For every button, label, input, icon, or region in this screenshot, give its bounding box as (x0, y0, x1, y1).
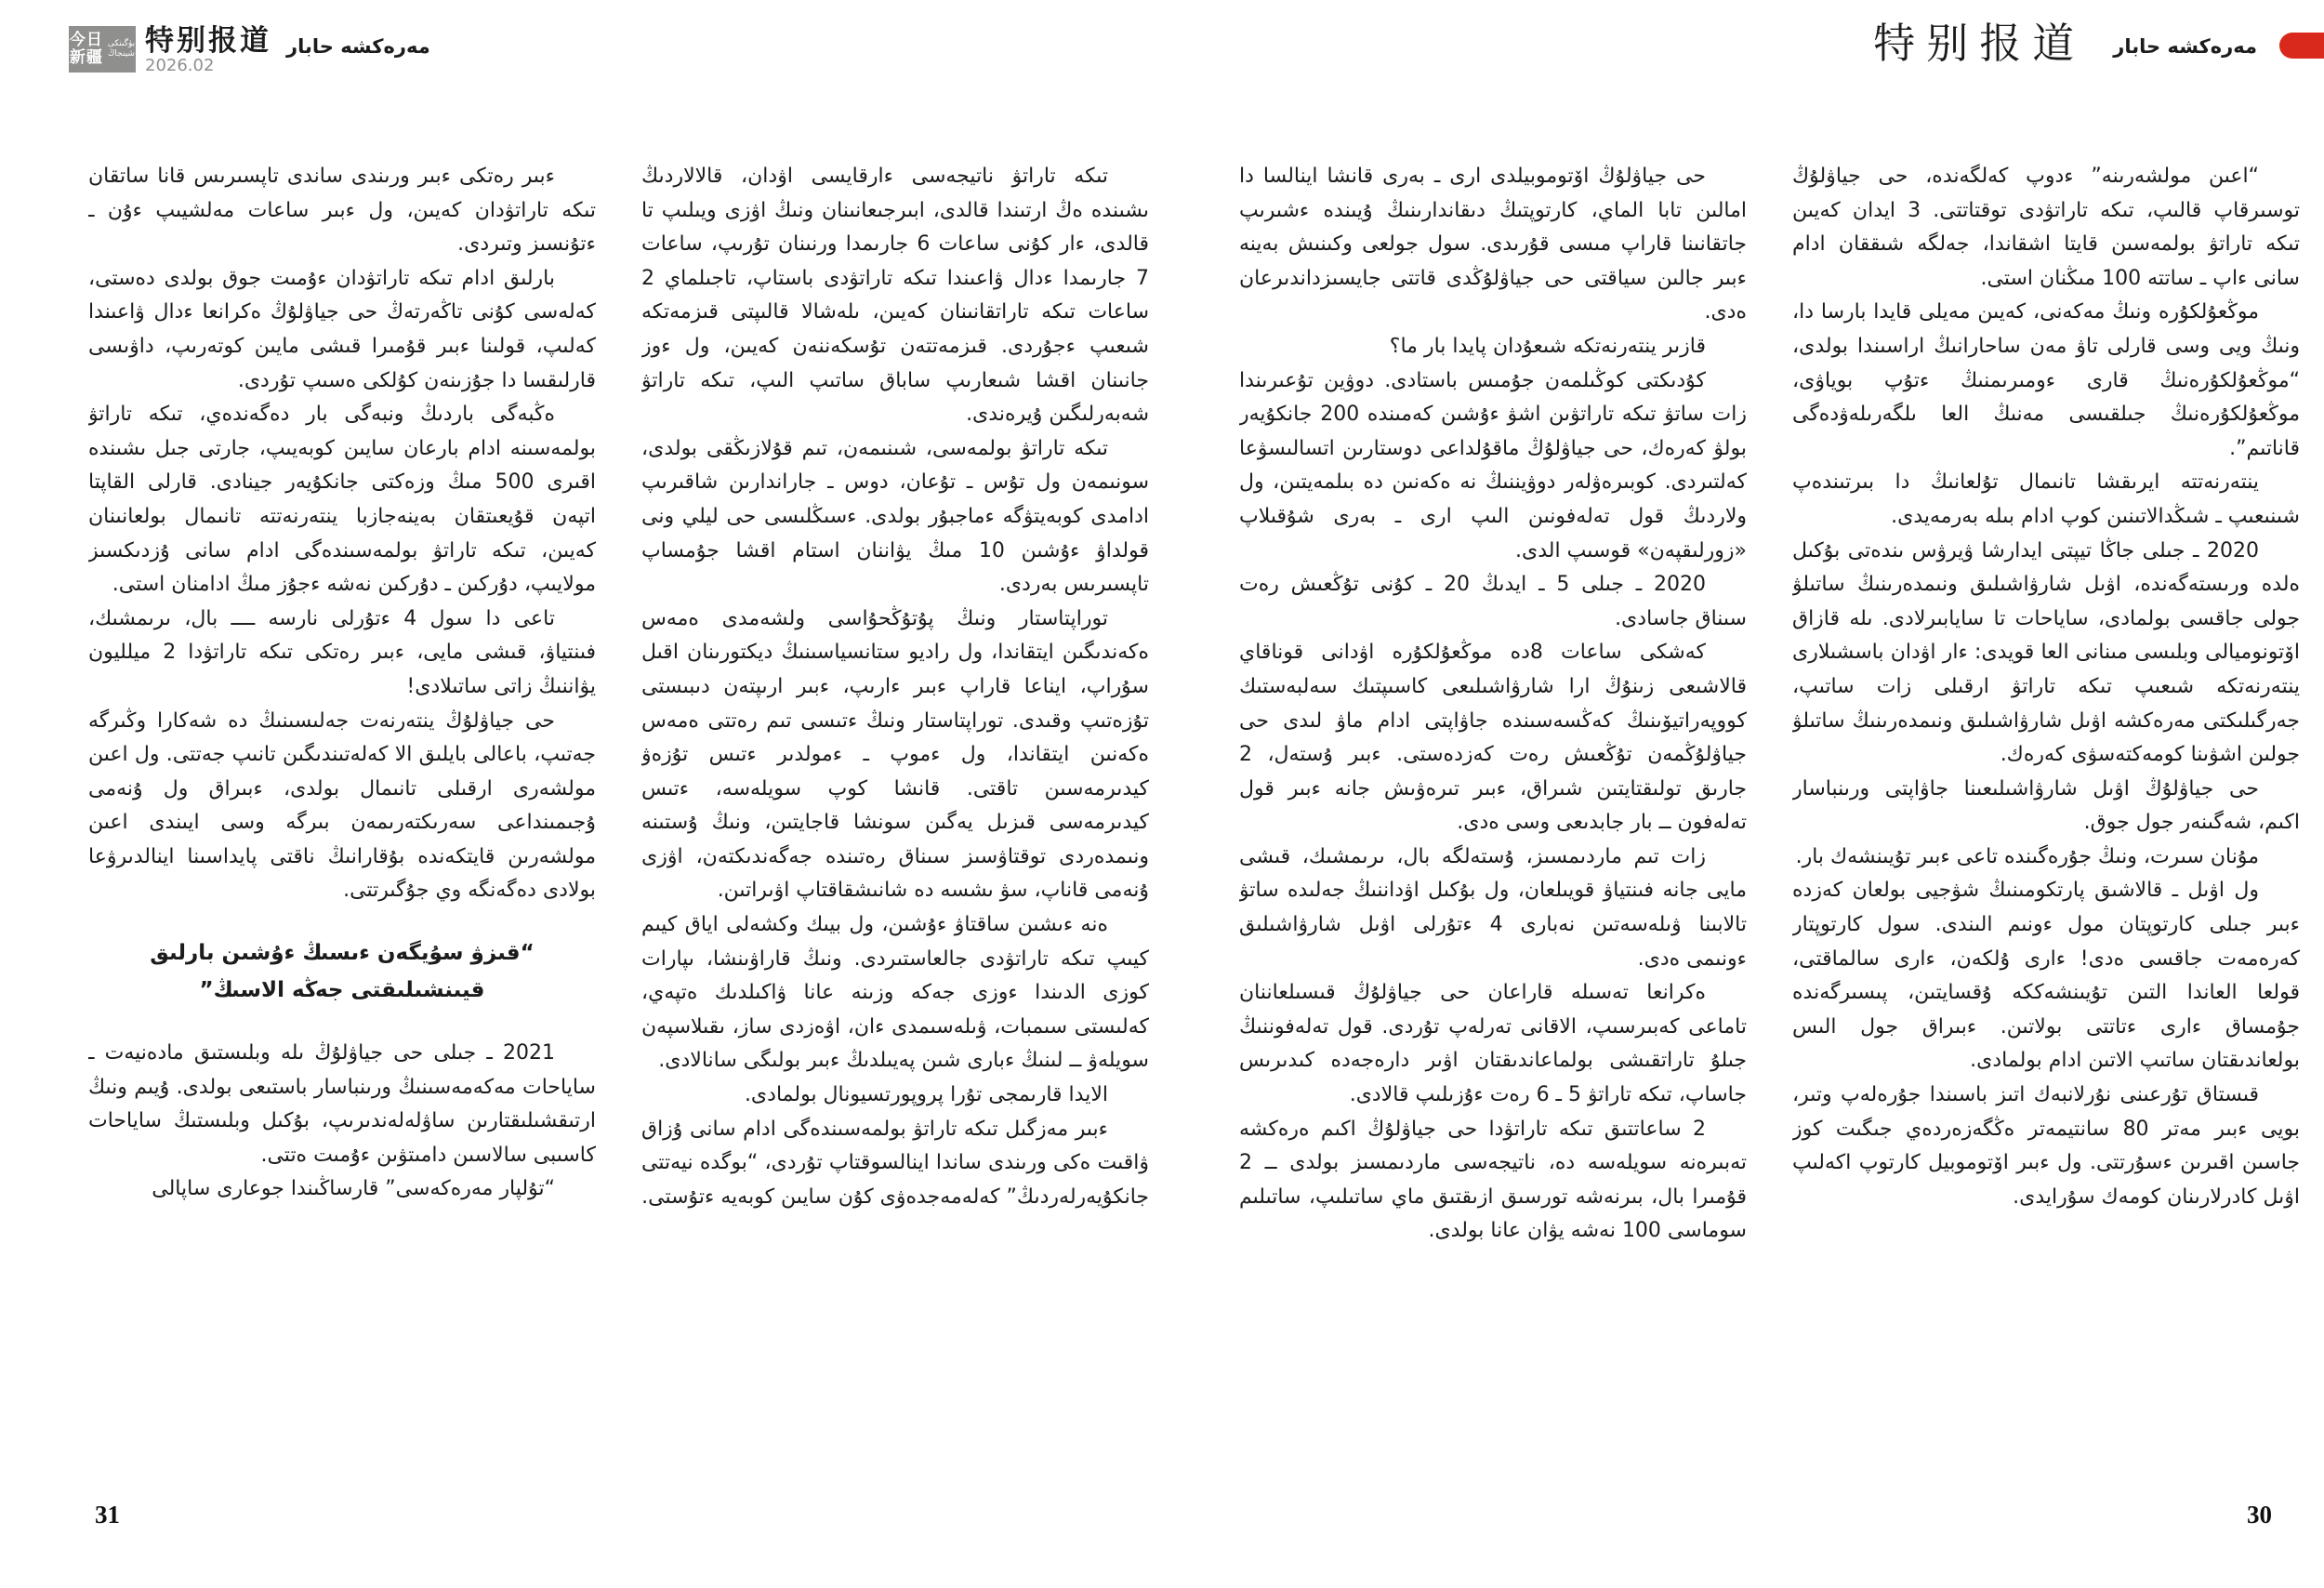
paragraph: حى جياۋلۇڭ ينتەرنەت جەلىسىنىڭ دە شەكارا وڭىرگە جەتىپ، باعالى بايلىق الا كەلەتىندىگىن تانىپ جەتتى. ول اعىن مولشەرى ارقىلى تانىمال بولدى، ءبىراق ول ۇنەمى ۇجىمىنداعى سەرىكتەرىمەن بىرگە وسى ايىندى اعىن مولشەرىن قايتكەندە بۇقارانىڭ ناقتى پايداسىنا اينالدىرۋعا بولادى دەگەنگە وي جۇگىرتتى. (88, 708, 596, 903)
page-number-left: 31 (95, 1501, 120, 1528)
left-page-outer-column (88, 160, 596, 1519)
paragraph: 2 ساعاتتىق تىكە تاراتۋدا حى جياۋلۇڭ اكىم ەرەكشە تەبىرەنە سويلەسە دە، ناتيجەسى ماردىمسىز بولدى ــ 2 قۇمىرا بال، بىرنەشە تورسىق ازىقتىق ماي ساتىلىپ، ساتىلىم سوماسى 100 نەشە يۋان عانا بولدى. (1239, 1117, 1747, 1243)
paragraph: 2020 ـ جىلى 5 ـ ايدىڭ 20 ـ كۇنى تۇڭعىش رەت سىناق جاسادى. (1239, 573, 1747, 630)
paragraph: ەنە ءىشىن ساقتاۋ ءۇشىن، ول بيىك وكشەلى اياق كيىم كيىپ تىكە تاراتۋدى جالعاستىردى. ونىڭ قاراۋىنشا، ىپارات كوزى الدىندا ءوزى جەكە وزىنە عانا ۋاكىلدىك ەتپەي، كەلىستى سىمبات، ۋىلەسىمدى ءان، اۋەزدى ساز، ىقىلاسپەن سويلەۋ ــ لىنىڭ ءبارى شىن پەيىلدىڭ ءبىر بولىگى سانالادى. (641, 913, 1149, 1073)
column-3-paragraphs (1239, 160, 1747, 1249)
paragraph: ءبىر رەتكى ءبىر ورىندى ساندى تاپسىرىس قانا ساتقان تىكە تاراتۋدان كەيىن، ول ءبىر ساعات مەلشيىپ ءۇن ـ ءتۇنسىز وتىردى. (88, 165, 596, 257)
paragraph: موڭعۇلكۇرە ونىڭ مەكەنى، كەيىن مەيلى قايدا بارسا دا، ونىڭ ويى وسى قارلى تاۋ مەن ساحارانىڭ اراسىندا بولدى، “موڭعۇلكۇرەنىڭ قارى ءومىرىمنىڭ ءتۇپ بوياۋى، موڭعۇلكۇرەنىڭ جىلقىسى مەنىڭ العا ىلگەرىلەۋدەگى قاناتىم”. (1792, 300, 2300, 460)
logo-ug-line1: بۈگىنكى (107, 39, 136, 48)
section-title-kazakh: مەرەكشە حابار (286, 35, 430, 58)
paragraph: مۇنان سىرت، ونىڭ جۇرەگىندە تاعى ءبىر تۇيىنشەك بار. (1795, 844, 2259, 868)
paragraph: “اعىن مولشەرىنە” ءدوپ كەلگەندە، حى جياۋلۇڭ توسىرقاپ قالىپ، تىكە تاراتۋدى توقتاتتى. 3 ايدان كەيىن تىكە تاراتۋ بولمەسىن قايتا اشقاندا، جەلگە شىققان ادام سانى ءاپ ـ ساتتە 100 مىڭنان استى. (1792, 165, 2300, 290)
column-4-paragraphs (1792, 160, 2300, 1214)
issue-date: 2026.02 (145, 56, 215, 75)
paragraph: قىستاق تۇرعىنى نۇرلانبەك اتىز باسىندا جۇرەلەپ وتىر، بويى ءبىر مەتر 80 سانتيمەتر ەڭگەزەردەي جىگىت كوز جاسىن اقىرىن ءسۇرتتى. ول ءبىر اۆتوموبيل كارتوپ اكەلىپ اۋىل كادرلارىنان كومەك سۇرايدى. (1792, 1083, 2300, 1209)
paragraph: بارلىق ادام تىكە تاراتۋدان ءۇمىت جوق بولدى دەستى، كەلەسى كۇنى تاڭەرتەڭ حى جياۋلۇڭ ەكرانعا ءدال ۋاعىندا كەلىپ، قولىنا ءبىر قۇمىرا قىشى مايىن كوتەرىپ، داۋىسى قارلىقسا دا جۇزىنەن كۇلكى ەسىپ تۇردى. (88, 266, 596, 392)
logo-cn-line1: 今日 (69, 31, 103, 49)
paragraph: 2021 ـ جىلى حى جياۋلۇڭ ىلە وبلىستىق مادەنيەت ـ ساياحات مەكەمەسىنىڭ ورىنباسار باستىعى بولدى. ۇيىم ونىڭ ارتىقشىلىقتارىن ساۋلەلەندىرىپ، بۇكىل وبلىستىڭ ساياحات كاسىبى سالاسىن دامىتۋىن ءۇمىت ەتتى. (88, 1041, 596, 1167)
paragraph: ءبىر مەزگىل تىكە تاراتۋ بولمەسىندەگى ادام سانى ۇزاق ۋاقىت ەكى ورىندى ساندا اينالسوقتاپ تۇردى، “بوگدە نيەتتى جانكۇيەرلەردىڭ” كەلەمەجدەۋى كۇن سايىن كوبەيە ءتۇستى. (641, 1117, 1149, 1209)
paragraph: “تۇلپار مەرەكەسى” قارساڭىندا جوعارى ساپالى (152, 1177, 555, 1201)
section-title-kazakh: مەرەكشە حابار (2113, 35, 2257, 58)
paragraph: تىكە تاراتۋ ناتيجەسى ءارقايسى اۋدان، قالالاردىڭ ىشىندە ەڭ ارتىندا قالدى، ابىرجىعانىنان ونىڭ اۋزى ويىلىپ تا قالدى، ءار كۇنى ساعات 6 جارىمدا ورنىنان تۇرىپ، ساعات 7 جارىمدا ءدال ۋاعىندا تىكە تاراتۋدى باستاپ، تاجىلماي 2 ساعات تىكە تاراتقانىنان كەيىن، ىلەشالا قالىپتى قىزمەتكە شىعىپ ءجۇردى. قىزمەتتەن تۇسكەننەن كەيىن، ول ءوز جانىنان اقشا شىعارىپ ساباق ساتىپ الىپ، تىكە تاراتۋ شەبەرلىگىن ۇيرەندى. (641, 165, 1149, 427)
paragraph: تىكە تاراتۋ بولمەسى، شىنىمەن، تىم قۇلازىڭقى بولدى، سونىمەن ول تۇس ـ تۇعان، دوس ـ جاراندارىن شاقىرىپ ادامدى كوبەيتۋگە ءماجبۇر بولدى. ءسىڭلىسى حى ليلي ونى قولداۋ ءۇشىن 10 مىڭ يۋاننان استام اقشا جۇمساپ تاپسىرىس بەردى. (641, 436, 1149, 597)
page-number-right: 30 (2247, 1501, 2272, 1528)
logo-chinese-text (70, 32, 103, 67)
pull-quote-heading: “قىزۋ سۇيگەن ءىسىڭ ءۇشىن بارلىق قيىنشىلىقتى جەڭە الاسىڭ” (150, 941, 535, 1003)
paragraph: ەكرانعا تەسىلە قاراعان حى جياۋلۇڭ قىسىلعاننان تاماعى كەبىرسىپ، الاقانى تەرلەپ تۇردى. قول تەلەفوننىڭ جىلۇ تاراتقىشى بولماعاندىقتان اۋىر دارەجەدە كىدىرىس جاساپ، تىكە تاراتۋ 5 ـ 6 رەت ءۇزىلىپ قالادى. (1239, 981, 1747, 1107)
paragraph: كەشكى ساعات 8دە موڭعۇلكۇرە اۋدانى قوناقاي قالاشىعى زىنۇڭ ارا شارۋاشىلىعى كاسىپتىك سەلبەستىك كووپەراتيۆىنىڭ كەڭسەسىندە جاۋاپتى ادام ماۋ لىدى حى جياۋلۇڭمەن تۇڭعىش رەت كەزدەستى. ءبىر ۇستەل، 2 جارىق تولىقتايتىن شىراق، ءبىر تىرەۋىش جانە ءبىر قول تەلەفون ــ بار جابدىعى وسى ەدى. (1239, 641, 1747, 835)
section-title-block (145, 26, 271, 75)
logo-uyghur-text (108, 39, 135, 60)
paragraph: حى جياۋلۇڭ اۆتوموبيلدى ارى ـ بەرى قانشا اينالسا دا امالىن تابا الماي، كارتوپتىڭ دىقاندارىنىڭ ۇيىندە ءشىرىپ جاتقانىنا قاراپ مىسى قۇرىدى. سول جولعى وكىنىش بەينە ءبىر جالىن سياقتى حى جياۋلۇڭدى قاتتى جايسىزداندىرعان ەدى. (1239, 165, 1747, 324)
red-bookmark-tab (2279, 33, 2324, 59)
column-2-paragraphs (641, 160, 1149, 1214)
paragraph: كۇدىكتى كوڭىلمەن جۇمىس باستادى. دوۋين تۇعىرىندا زات ساتۋ تىكە تاراتۋىن اشۋ ءۇشىن كەمىندە 200 جانكۇيەر بولۋ كەرەك، حى جياۋلۇڭ ماقۇلداعى دوستارىن اتسالىسۋعا كەلتىردى. كوبىرەۋلەر دوۋيننىڭ نە ەكەنىن دە بىلمەيتىن، ول ولاردىڭ قول تەلەفونىن الىپ ارى ـ بەرى شۇقىلاپ «زورلىقپەن» قوسىپ الدى. (1239, 368, 1747, 562)
left-page-header (69, 26, 430, 75)
right-page-outer-column (1792, 160, 2300, 1519)
column-1-paragraphs-bottom (88, 1037, 596, 1207)
left-page-inner-column (641, 160, 1149, 1519)
paragraph: ينتەرنەتتە ايرىقشا تانىمال تۇلعانىڭ دا بىرتىندەپ شىنىعىپ ـ شىڭدالاتىنىن كوپ ادام بىلە بەرمەيدى. (1792, 470, 2300, 528)
paragraph: تاعى دا سول 4 ءتۇرلى نارسە ــــ بال، ىرىمشىك، فىنتياۋ، قىشى مايى، ءبىر رەتكى تىكە تاراتۋدا 2 ميلليون يۋاننىڭ زاتى ساتىلادى! (88, 606, 596, 698)
logo-ug-line2: شينجاڭ (108, 49, 135, 59)
paragraph: زات تىم ماردىمسىز، ۇستەلگە بال، ىرىمشىك، قىشى مايى جانە فىنتياۋ قويىلعان، ول بۇكىل اۋداننىڭ جەلىدە ساتۋ تالابىنا ۋىلەسەتىن نەبارى 4 ءتۇرلى اۋىل شارۋاشىلىق ءونىمى ەدى. (1239, 844, 1747, 971)
paragraph: 2020 ـ جىلى جاڭا تيپتى ايدارشا ۋيرۋس ىندەتى بۇكىل ەلدە ورىستەگەندە، اۋىل شارۋاشىلىق ونىمدەرىنىڭ ساتىلۋ جولى جاقسى بولمادى، ساياحات تا سايابىرلادى. ىلە قازاق اۆتونوميالى وبلىسى مىنانى العا قويدى: ءار اۋدان باسشىلارى ينتەرنەتكە شىعىپ تىكە تاراتۋ ارقىلى زات ساتىپ، جەرگىلىكتى مەرەكشە اۋىل شارۋاشىلىق ونىمدەرىنىڭ ساتىلۋ جولىن اشۋىنا كومەكتەسۋى كەرەك. (1792, 538, 2300, 767)
paragraph: حى جياۋلۇڭ اۋىل شارۋاشىلىعىنا جاۋاپتى ورىنباسار اكىم، شەگىنەر جول جوق. (1792, 776, 2300, 835)
right-page-header (1873, 20, 2324, 67)
paragraph: ەڭبەگى باردىڭ ونبەگى بار دەگەندەي، تىكە تاراتۋ بولمەسىنە ادام بارعان سايىن كوبەيىپ، جارتى جىل ىشىندە اقىرى 500 مىڭ وزەكتى جانكۇيەر جينادى. قارلى القاپتا اتپەن قۇيعىتقان بەينەجازبا ينتەرنەتتە تانىمال بولعانىنان كەيىن، تىكە تاراتۋ بولمەسىندەگى ادام سانى ۇزدىكسىز مولايىپ، دۇركىن ـ دۇركىن نەشە ءجۇز مىڭ ادامنان استى. (88, 403, 596, 597)
paragraph: توراپتاستار ونىڭ پۇتۇڭحۇاسى ولشەمدى ەمەس ەكەندىگىن ايتقاندا، ول راديو ستانسياسىنىڭ ديكتورىنان اقىل سۇراپ، ايناعا قاراپ ءبىر ءارىپ، ءبىر ارىپتەن دىبىستى تۇزەتىپ وقىدى. توراپتاستار ونىڭ ءتىسى تىم رەتتى ەمەس ەكەنىن ايتقاندا، ول ءموپ ـ ءمولدىر ءتىس تۇزەۋ كيدىرمەسىن تاقتى. قانشا كوپ سويلەسە، ءتىس كيدىرمەسى قىزىل يەگىن سونشا قاجايتىن، ونىڭ ۇستىنە ونىمدەردى توقتاۋسىز سىناق رەتىندە جەگەندىكتەن، اۋزى ۇنەمى قاناپ، سۋ ىشسە دە شانىشقاقتاپ اۋىراتىن. (641, 606, 1149, 903)
paragraph: قازىر ينتەرنەتكە شىعۇدان پايدا بار ما؟ (1389, 334, 1706, 358)
paragraph: الايدا قارىمجى تۇرا پروپورتسيونال بولمادى. (744, 1083, 1108, 1107)
paragraph: ول اۋىل ـ قالاشىق پارتكومىنىڭ شۋجيى بولعان كەزدە ءبىر جىلى كارتوپتان مول ءونىم الىندى. سول كارتوپتار كەرەمەت جاقسى ەدى! ءارى ۇلكەن، ءارى سالماقتى، قولعا العاندا التىن تۇيىنشەككە ۇقسايتىن، پىسىرگەندە جۇمساق ءارى ءتاتتى بولاتىن. ءبىراق جول الىس بولعاندىقتان ساتىپ الاتىن ادام بولمادى. (1792, 879, 2300, 1073)
column-1-paragraphs-top (88, 160, 596, 908)
right-page-inner-column (1239, 160, 1747, 1519)
section-title-chinese-calligraphy: 特别报道 (1873, 19, 2086, 68)
logo-cn-line2: 新疆 (69, 48, 103, 67)
section-title-chinese: 特别报道 (145, 24, 271, 58)
xinjiang-today-logo (69, 26, 136, 73)
